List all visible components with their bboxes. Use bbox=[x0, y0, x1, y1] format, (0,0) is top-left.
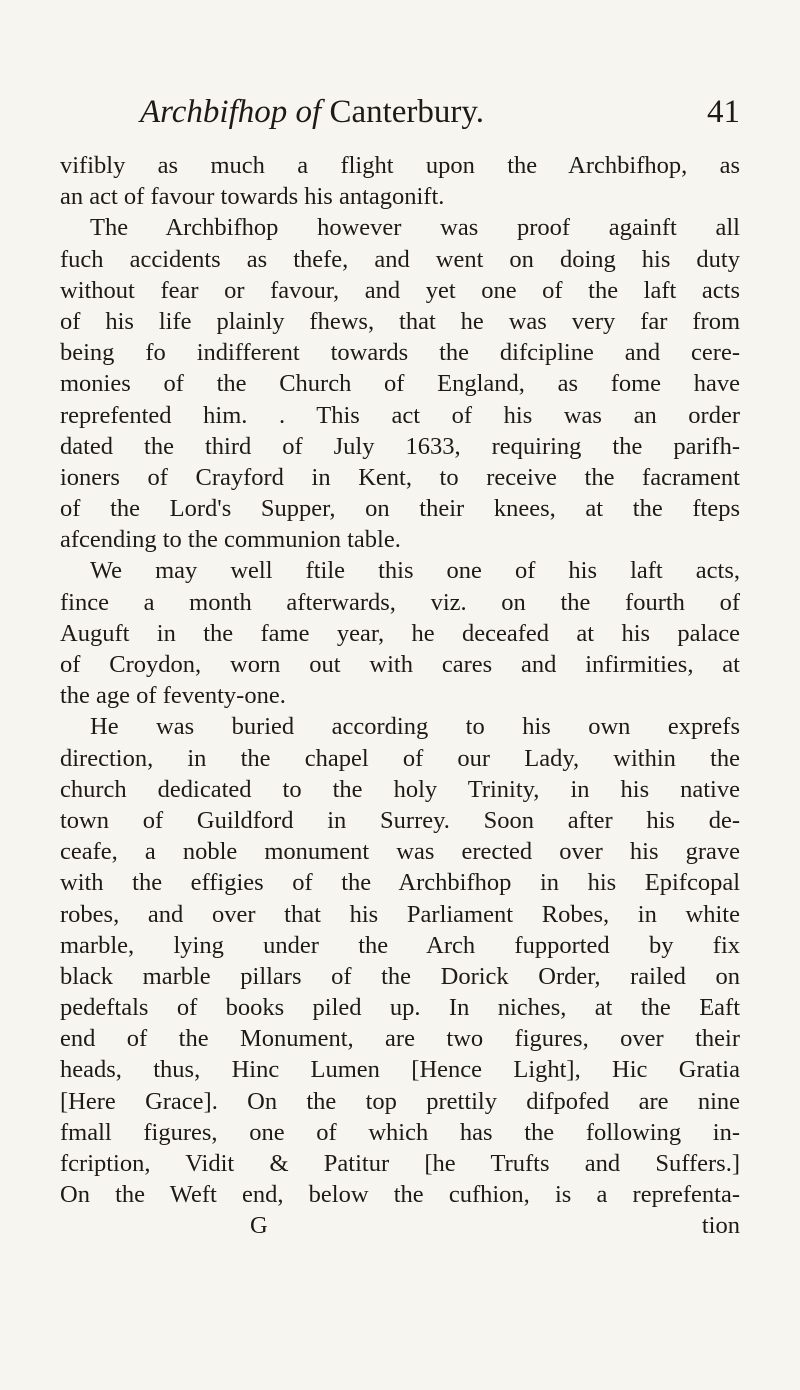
page-number: 41 bbox=[707, 94, 740, 130]
text-line: The Archbifhop however was proof againft all bbox=[90, 214, 740, 242]
text-line: of Croydon, worn out with cares and infirmities, at bbox=[60, 651, 740, 678]
running-head-archbishop: Archbifhop bbox=[140, 94, 288, 130]
text-line: an act of favour towards his antagonift. bbox=[60, 183, 445, 211]
text-line: fmall figures, one of which has the following in- bbox=[60, 1118, 740, 1146]
text-line: without fear or favour, and yet one of the laft acts bbox=[60, 276, 740, 304]
text-line: town of Guildford in Surrey. Soon after his de- bbox=[60, 806, 740, 834]
text-line: of his life plainly fhews, that he was very far from bbox=[60, 307, 740, 335]
text-line: He was buried according to his own exprefs bbox=[90, 713, 740, 741]
text-line: direction, in the chapel of our Lady, within the bbox=[60, 744, 740, 772]
running-head-title bbox=[140, 90, 484, 134]
running-head-of: of bbox=[295, 94, 322, 130]
text-line: with the effigies of the Archbifhop in his Epifcopal bbox=[60, 869, 740, 897]
text-line: fuch accidents as thefe, and went on doing his duty bbox=[60, 245, 740, 273]
text-line: ioners of Crayford in Kent, to receive the facrament bbox=[60, 463, 740, 491]
text-line: afcending to the communion table. bbox=[60, 526, 401, 554]
text-line: being fo indifferent towards the difcipline and cere- bbox=[60, 339, 740, 367]
text-line: the age of feventy-one. bbox=[60, 682, 286, 710]
signature-mark: G bbox=[250, 1212, 268, 1240]
text-line: robes, and over that his Parliament Robes, in white bbox=[60, 900, 740, 928]
text-line: [Here Grace]. On the top prettily difpofed are nine bbox=[60, 1087, 740, 1115]
text-line: of the Lord's Supper, on their knees, at the fteps bbox=[60, 495, 740, 523]
running-head bbox=[140, 90, 740, 134]
text-line: reprefented him. . This act of his was an order bbox=[60, 401, 740, 429]
text-line: ceafe, a noble monument was erected over his grave bbox=[60, 838, 740, 866]
text-line: fcription, Vidit & Patitur [he Trufts and Suffers.] bbox=[60, 1150, 740, 1177]
text-line: marble, lying under the Arch fupported by fix bbox=[60, 931, 740, 959]
body-text bbox=[60, 150, 740, 1242]
catchword: tion bbox=[701, 1212, 740, 1240]
text-line: fince a month afterwards, viz. on the fourth of bbox=[60, 588, 740, 616]
text-line: end of the Monument, are two figures, over their bbox=[60, 1025, 740, 1053]
catch-line bbox=[60, 1210, 740, 1241]
text-line: dated the third of July 1633, requiring the parifh- bbox=[60, 432, 740, 460]
text-line: We may well ftile this one of his laft acts, bbox=[90, 557, 740, 585]
text-line: vifibly as much a flight upon the Archbifhop, as bbox=[60, 152, 740, 179]
text-line: monies of the Church of England, as fome have bbox=[60, 370, 740, 398]
text-line: heads, thus, Hinc Lumen [Hence Light], Hic Gratia bbox=[60, 1056, 740, 1084]
text-line: On the Weft end, below the cufhion, is a reprefenta- bbox=[60, 1181, 740, 1209]
text-line: pedeftals of books piled up. In niches, at the Eaft bbox=[60, 994, 740, 1022]
running-head-place: Canterbury. bbox=[329, 94, 484, 130]
text-line: black marble pillars of the Dorick Order, railed on bbox=[60, 962, 740, 990]
text-line: Auguft in the fame year, he deceafed at his palace bbox=[60, 619, 740, 647]
text-line: church dedicated to the holy Trinity, in his native bbox=[60, 775, 740, 803]
